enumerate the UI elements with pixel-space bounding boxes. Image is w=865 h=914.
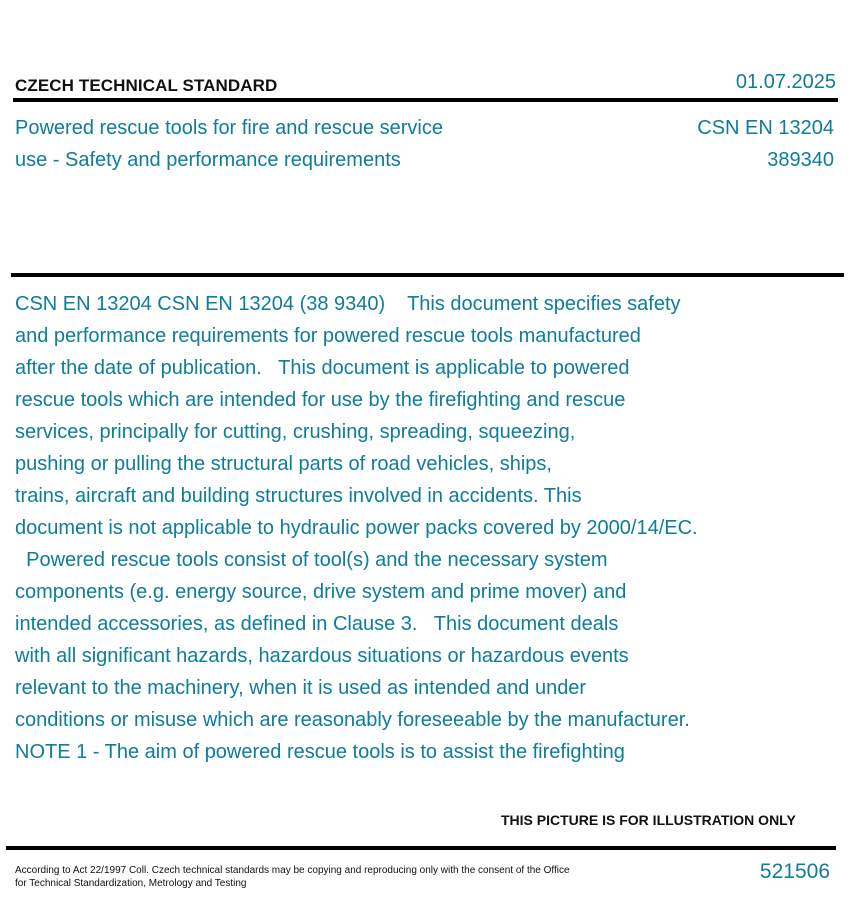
csn-code: CSN EN 13204 [697, 117, 834, 139]
classification-code: 389340 [767, 149, 834, 171]
abstract-line: and performance requirements for powered rescue tools manufactured [15, 325, 641, 347]
abstract-text [15, 288, 775, 768]
abstract-line: trains, aircraft and building structures involved in accidents. This [15, 485, 582, 507]
section-rule [11, 273, 844, 277]
standard-label: CZECH TECHNICAL STANDARD [15, 76, 278, 95]
abstract-line: rescue tools which are intended for use by the firefighting and rescue [15, 389, 626, 411]
footer-rule [6, 846, 836, 850]
legal-notice [15, 864, 595, 890]
issue-date: 01.07.2025 [735, 71, 836, 93]
abstract-line: with all significant hazards, hazardous situations or hazardous events [15, 645, 629, 667]
abstract-line: conditions or misuse which are reasonably foreseeable by the manufacturer. [15, 709, 690, 731]
legal-notice-line: According to Act 22/1997 Coll. Czech technical standards may be copying and reproducing only with the consent of the Office [15, 865, 570, 876]
title-line-1: Powered rescue tools for fire and rescue service [15, 117, 443, 139]
illustration-note: THIS PICTURE IS FOR ILLUSTRATION ONLY [501, 812, 796, 828]
abstract-line: pushing or pulling the structural parts of road vehicles, ships, [15, 453, 552, 475]
header-rule [13, 98, 838, 102]
title-line-2: use - Safety and performance requirements [15, 149, 401, 171]
abstract-line: intended accessories, as defined in Clause 3. This document deals [15, 613, 619, 635]
legal-notice-line: for Technical Standardization, Metrology and Testing [15, 878, 247, 889]
abstract-line: relevant to the machinery, when it is used as intended and under [15, 677, 587, 699]
abstract-line: document is not applicable to hydraulic power packs covered by 2000/14/EC. [15, 517, 698, 539]
abstract-line: CSN EN 13204 CSN EN 13204 (38 9340) This document specifies safety [15, 293, 681, 315]
document-number: 521506 [759, 860, 830, 883]
abstract-line: NOTE 1 - The aim of powered rescue tools is to assist the firefighting [15, 741, 625, 763]
abstract-line: Powered rescue tools consist of tool(s) and the necessary system [15, 549, 608, 571]
abstract-line: components (e.g. energy source, drive system and prime mover) and [15, 581, 627, 603]
abstract-line: after the date of publication. This document is applicable to powered [15, 357, 630, 379]
abstract-line: services, principally for cutting, crushing, spreading, squeezing, [15, 421, 576, 443]
